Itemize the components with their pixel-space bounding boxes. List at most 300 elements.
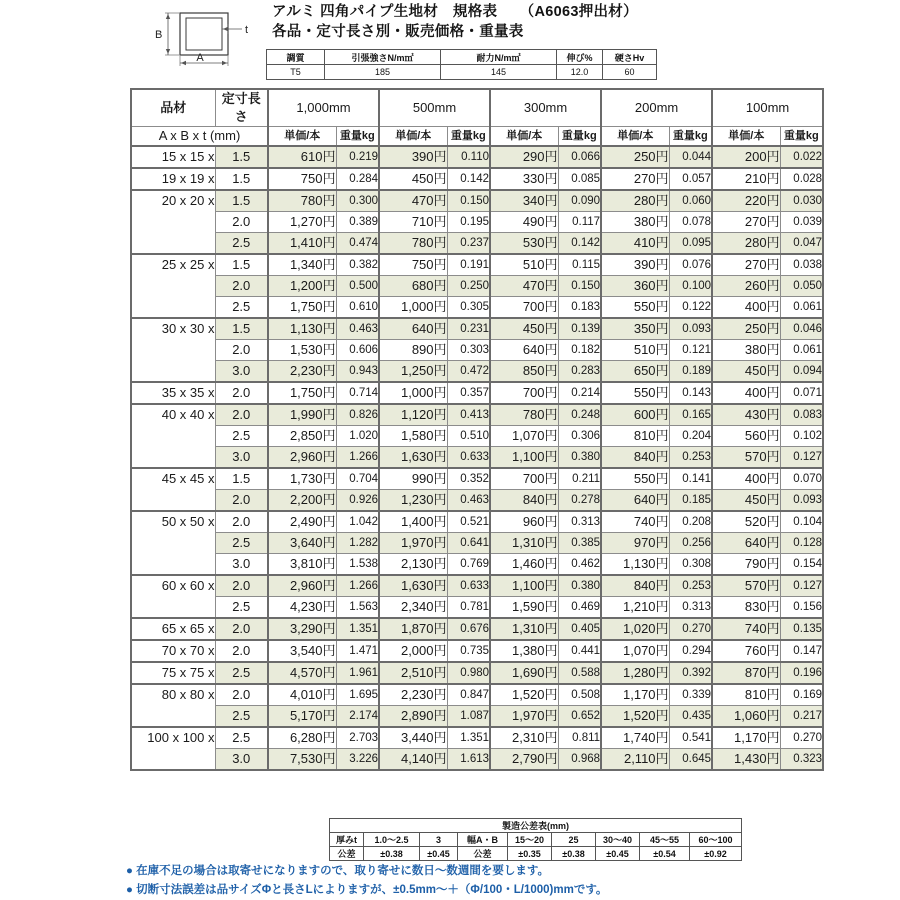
cell-unit-price: 990円 [379,468,447,490]
cell-weight: 0.769 [447,554,490,576]
cell-unit-price: 200円 [712,146,780,168]
cell-weight: 0.474 [336,233,379,255]
cell-weight: 0.389 [336,212,379,233]
cell-unit-price: 410円 [601,233,669,255]
cell-weight: 0.142 [447,168,490,190]
cell-weight: 0.270 [780,727,823,749]
cell-weight: 0.306 [558,426,601,447]
cell-weight: 0.633 [447,447,490,469]
cell-weight: 0.606 [336,340,379,361]
cell-weight: 0.204 [669,426,712,447]
cell-weight: 0.191 [447,254,490,276]
cell-unit-price: 280円 [601,190,669,212]
row-size-label: 60 x 60 x [131,575,215,618]
cell-weight: 0.150 [558,276,601,297]
cell-weight: 0.735 [447,640,490,662]
cell-weight: 0.095 [669,233,712,255]
cell-unit-price: 970円 [601,533,669,554]
cell-weight: 1.087 [447,706,490,728]
cell-unit-price: 3,290円 [268,618,336,640]
cell-weight: 0.270 [669,618,712,640]
spec-header-row [267,50,657,65]
spec-value-row [267,65,657,80]
row-thickness: 1.5 [215,168,268,190]
cell-unit-price: 1,990円 [268,404,336,426]
cell-unit-price: 650円 [601,361,669,383]
cell-unit-price: 570円 [712,447,780,469]
cell-unit-price: 740円 [712,618,780,640]
row-thickness: 2.0 [215,212,268,233]
cell-weight: 0.128 [780,533,823,554]
cell-weight: 0.588 [558,662,601,684]
title-line-1: アルミ 四角パイプ生地材 規格表 （A6063押出材） [272,4,638,20]
cell-weight: 0.441 [558,640,601,662]
tolerance-cell: 公差 [458,847,508,861]
cell-unit-price: 780円 [379,233,447,255]
cell-weight: 0.413 [447,404,490,426]
cell-unit-price: 270円 [601,168,669,190]
cell-unit-price: 850円 [490,361,558,383]
tolerance-row-1 [330,833,742,847]
cell-weight: 0.115 [558,254,601,276]
row-thickness: 2.5 [215,706,268,728]
cell-weight: 0.047 [780,233,823,255]
cell-weight: 0.248 [558,404,601,426]
row-thickness: 2.5 [215,533,268,554]
header-unit-price: 単価/本 [601,127,669,147]
row-thickness: 2.0 [215,404,268,426]
cell-weight: 0.541 [669,727,712,749]
cell-unit-price: 700円 [490,468,558,490]
cell-weight: 0.847 [447,684,490,706]
cell-unit-price: 1,100円 [490,447,558,469]
cell-weight: 0.139 [558,318,601,340]
tolerance-cell: ±0.38 [364,847,420,861]
table-row [131,662,823,684]
cell-unit-price: 2,960円 [268,575,336,597]
cell-weight: 0.104 [780,511,823,533]
cell-unit-price: 2,230円 [379,684,447,706]
cell-unit-price: 3,640円 [268,533,336,554]
cell-unit-price: 1,410円 [268,233,336,255]
cell-unit-price: 1,170円 [601,684,669,706]
table-body [131,146,823,770]
cell-weight: 0.083 [780,404,823,426]
cell-weight: 0.044 [669,146,712,168]
cell-unit-price: 750円 [268,168,336,190]
cell-unit-price: 4,570円 [268,662,336,684]
header-unit-price: 単価/本 [379,127,447,147]
cell-unit-price: 7,530円 [268,749,336,771]
row-thickness: 3.0 [215,361,268,383]
cell-weight: 1.613 [447,749,490,771]
cell-weight: 1.563 [336,597,379,619]
cell-unit-price: 1,630円 [379,575,447,597]
cell-weight: 0.943 [336,361,379,383]
row-thickness: 3.0 [215,554,268,576]
spec-value-cell: 145 [441,65,557,80]
cell-unit-price: 4,140円 [379,749,447,771]
cell-unit-price: 430円 [712,404,780,426]
cell-unit-price: 260円 [712,276,780,297]
cell-unit-price: 1,730円 [268,468,336,490]
cell-unit-price: 6,280円 [268,727,336,749]
cell-weight: 0.380 [558,447,601,469]
cell-weight: 0.508 [558,684,601,706]
cell-weight: 0.435 [669,706,712,728]
cell-weight: 0.028 [780,168,823,190]
cell-unit-price: 1,130円 [268,318,336,340]
table-row [131,684,823,706]
cell-weight: 0.195 [447,212,490,233]
row-size-label: 15 x 15 x [131,146,215,168]
cell-weight: 1.266 [336,447,379,469]
cell-weight: 0.294 [669,640,712,662]
cell-unit-price: 1,000円 [379,297,447,319]
table-row [131,190,823,212]
table-row [131,168,823,190]
row-thickness: 1.5 [215,254,268,276]
cell-unit-price: 2,510円 [379,662,447,684]
header-thickness-label: 定寸長さ [215,89,268,127]
cell-weight: 0.189 [669,361,712,383]
table-row [131,447,823,469]
cell-weight: 1.042 [336,511,379,533]
cell-weight: 1.538 [336,554,379,576]
cell-unit-price: 270円 [712,212,780,233]
cell-weight: 0.256 [669,533,712,554]
spec-value-cell: 60 [603,65,657,80]
table-row [131,233,823,255]
cell-weight: 0.352 [447,468,490,490]
cell-weight: 1.351 [447,727,490,749]
cell-unit-price: 490円 [490,212,558,233]
cell-unit-price: 1,000円 [379,382,447,404]
table-row [131,340,823,361]
svg-text:t: t [245,24,249,36]
cell-unit-price: 210円 [712,168,780,190]
cell-unit-price: 1,230円 [379,490,447,512]
cell-weight: 0.182 [558,340,601,361]
row-size-label: 20 x 20 x [131,190,215,254]
cell-weight: 0.093 [780,490,823,512]
table-row [131,276,823,297]
cell-unit-price: 640円 [490,340,558,361]
table-row [131,254,823,276]
cell-weight: 0.070 [780,468,823,490]
cell-weight: 0.231 [447,318,490,340]
row-size-label: 75 x 75 x [131,662,215,684]
cell-weight: 0.142 [558,233,601,255]
row-thickness: 2.0 [215,490,268,512]
cell-weight: 0.385 [558,533,601,554]
cell-weight: 0.102 [780,426,823,447]
cell-weight: 0.313 [669,597,712,619]
cell-weight: 0.090 [558,190,601,212]
tolerance-cell: 30～40 [596,833,640,847]
cell-weight: 0.147 [780,640,823,662]
cell-weight: 1.351 [336,618,379,640]
cell-weight: 0.183 [558,297,601,319]
cell-unit-price: 510円 [490,254,558,276]
cell-weight: 0.196 [780,662,823,684]
cell-weight: 0.039 [780,212,823,233]
header-length-500: 500mm [379,89,490,127]
cell-weight: 0.135 [780,618,823,640]
row-thickness: 2.0 [215,640,268,662]
cell-unit-price: 2,200円 [268,490,336,512]
row-size-label: 100 x 100 x [131,727,215,770]
price-weight-table [130,88,824,771]
cell-weight: 0.283 [558,361,601,383]
cell-weight: 2.703 [336,727,379,749]
row-size-label: 45 x 45 x [131,468,215,511]
spec-value-cell: T5 [267,65,325,80]
cell-weight: 0.253 [669,575,712,597]
cell-unit-price: 270円 [712,254,780,276]
row-thickness: 2.5 [215,597,268,619]
cell-weight: 3.226 [336,749,379,771]
row-thickness: 3.0 [215,447,268,469]
row-thickness: 2.0 [215,382,268,404]
cell-weight: 0.050 [780,276,823,297]
cell-weight: 0.071 [780,382,823,404]
cell-unit-price: 1,750円 [268,297,336,319]
row-thickness: 2.0 [215,511,268,533]
row-size-label: 19 x 19 x [131,168,215,190]
cell-unit-price: 610円 [268,146,336,168]
spec-header-cell: 硬さHv [603,50,657,65]
cell-unit-price: 280円 [712,233,780,255]
header-weight: 重量kg [669,127,712,147]
row-thickness: 2.5 [215,233,268,255]
tolerance-cell: 60～100 [690,833,742,847]
cell-weight: 0.521 [447,511,490,533]
cell-unit-price: 380円 [712,340,780,361]
cell-unit-price: 450円 [712,361,780,383]
table-row [131,468,823,490]
spec-value-cell: 185 [325,65,441,80]
cell-unit-price: 3,540円 [268,640,336,662]
spec-header-cell: 伸び% [557,50,603,65]
cell-unit-price: 640円 [601,490,669,512]
tolerance-cell: 厚みt [330,833,364,847]
note-cutting-tolerance: ● 切断寸法誤差は品サイズΦと長さLによりますが、±0.5mm～＋（Φ/100・L/1000)mmです。 [126,884,608,896]
mechanical-properties-table [266,49,657,80]
tolerance-cell: ±0.92 [690,847,742,861]
table-head [131,89,823,146]
cell-unit-price: 2,850円 [268,426,336,447]
cell-weight: 0.217 [780,706,823,728]
cell-unit-price: 550円 [601,382,669,404]
table-row [131,533,823,554]
table-row [131,727,823,749]
cell-weight: 0.826 [336,404,379,426]
cell-weight: 0.250 [447,276,490,297]
cell-weight: 0.641 [447,533,490,554]
cell-weight: 0.510 [447,426,490,447]
header-length-200: 200mm [601,89,712,127]
cell-unit-price: 890円 [379,340,447,361]
cell-weight: 0.382 [336,254,379,276]
tolerance-cell: 15～20 [508,833,552,847]
row-size-label: 80 x 80 x [131,684,215,727]
row-thickness: 3.0 [215,749,268,771]
table-row [131,575,823,597]
cell-weight: 0.633 [447,575,490,597]
svg-text:A: A [196,52,204,64]
price-weight-table-wrapper [130,88,823,771]
cell-unit-price: 810円 [712,684,780,706]
table-row [131,318,823,340]
cell-weight: 0.141 [669,468,712,490]
header-weight: 重量kg [780,127,823,147]
header-size-dimensions: A x B x t (mm) [131,127,268,147]
table-row [131,597,823,619]
tolerance-cell: 25 [552,833,596,847]
cell-unit-price: 1,430円 [712,749,780,771]
tolerance-cell: 45～55 [640,833,690,847]
cell-unit-price: 2,130円 [379,554,447,576]
cell-unit-price: 680円 [379,276,447,297]
cell-unit-price: 400円 [712,468,780,490]
header-unit-price: 単価/本 [268,127,336,147]
cell-weight: 0.208 [669,511,712,533]
cell-weight: 0.968 [558,749,601,771]
cell-unit-price: 360円 [601,276,669,297]
cell-unit-price: 600円 [601,404,669,426]
cell-weight: 0.022 [780,146,823,168]
cell-weight: 0.154 [780,554,823,576]
cell-unit-price: 390円 [379,146,447,168]
cell-weight: 0.405 [558,618,601,640]
tolerance-title: 製造公差表(mm) [330,819,742,833]
cell-unit-price: 840円 [601,575,669,597]
cell-weight: 0.093 [669,318,712,340]
cell-weight: 0.781 [447,597,490,619]
cell-unit-price: 1,270円 [268,212,336,233]
cell-weight: 0.714 [336,382,379,404]
cell-unit-price: 840円 [490,490,558,512]
cell-unit-price: 2,230円 [268,361,336,383]
cell-weight: 0.150 [447,190,490,212]
cell-unit-price: 1,630円 [379,447,447,469]
cell-unit-price: 700円 [490,382,558,404]
cell-unit-price: 340円 [490,190,558,212]
square-pipe-cross-section-diagram [146,4,262,68]
cell-weight: 1.020 [336,426,379,447]
cell-weight: 0.078 [669,212,712,233]
table-row [131,146,823,168]
cell-unit-price: 510円 [601,340,669,361]
cell-weight: 1.282 [336,533,379,554]
cell-weight: 0.127 [780,447,823,469]
spec-header-cell: 耐力N/m㎡ [441,50,557,65]
title-line-2: 各品・定寸長さ別・販売価格・重量表 [272,24,524,40]
page-title [272,2,638,42]
cell-unit-price: 1,970円 [490,706,558,728]
cell-unit-price: 1,060円 [712,706,780,728]
svg-text:B: B [155,29,163,41]
cell-unit-price: 570円 [712,575,780,597]
spec-header-cell: 調質 [267,50,325,65]
cell-unit-price: 1,690円 [490,662,558,684]
cell-weight: 0.284 [336,168,379,190]
row-thickness: 2.5 [215,297,268,319]
cell-unit-price: 2,490円 [268,511,336,533]
header-length-1000: 1,000mm [268,89,379,127]
row-size-label: 35 x 35 x [131,382,215,404]
cell-weight: 0.313 [558,511,601,533]
table-row [131,297,823,319]
table-row [131,640,823,662]
cell-weight: 0.061 [780,297,823,319]
cell-unit-price: 2,340円 [379,597,447,619]
cell-weight: 0.060 [669,190,712,212]
cell-unit-price: 350円 [601,318,669,340]
manufacturing-tolerance-table-wrapper [329,818,742,861]
row-size-label: 70 x 70 x [131,640,215,662]
cell-weight: 0.463 [336,318,379,340]
tolerance-title-row [330,819,742,833]
tolerance-cell: 1.0～2.5 [364,833,420,847]
cell-weight: 0.357 [447,382,490,404]
cell-weight: 0.076 [669,254,712,276]
header-unit-price: 単価/本 [712,127,780,147]
tolerance-cell: ±0.35 [508,847,552,861]
cell-weight: 0.030 [780,190,823,212]
cell-weight: 0.046 [780,318,823,340]
cell-unit-price: 870円 [712,662,780,684]
cell-weight: 0.926 [336,490,379,512]
cell-unit-price: 780円 [490,404,558,426]
table-row [131,382,823,404]
cell-weight: 0.156 [780,597,823,619]
cell-unit-price: 390円 [601,254,669,276]
cell-weight: 0.463 [447,490,490,512]
cell-weight: 0.380 [558,575,601,597]
cell-unit-price: 1,100円 [490,575,558,597]
cell-unit-price: 1,590円 [490,597,558,619]
header-size-label: 品材 [131,89,215,127]
header-length-100: 100mm [712,89,823,127]
table-row [131,426,823,447]
cell-unit-price: 400円 [712,382,780,404]
row-size-label: 65 x 65 x [131,618,215,640]
cell-unit-price: 1,580円 [379,426,447,447]
cell-unit-price: 2,310円 [490,727,558,749]
cell-unit-price: 1,170円 [712,727,780,749]
row-size-label: 40 x 40 x [131,404,215,468]
table-row [131,554,823,576]
cell-unit-price: 530円 [490,233,558,255]
cell-unit-price: 1,530円 [268,340,336,361]
cell-unit-price: 550円 [601,468,669,490]
table-row [131,749,823,771]
cell-weight: 0.237 [447,233,490,255]
cell-weight: 0.110 [447,146,490,168]
cell-unit-price: 2,000円 [379,640,447,662]
cell-weight: 0.127 [780,575,823,597]
cell-weight: 0.811 [558,727,601,749]
cell-unit-price: 2,790円 [490,749,558,771]
cell-unit-price: 710円 [379,212,447,233]
cell-weight: 0.278 [558,490,601,512]
header-row-subcolumns [131,127,823,147]
cell-unit-price: 960円 [490,511,558,533]
cell-weight: 0.117 [558,212,601,233]
cell-unit-price: 5,170円 [268,706,336,728]
